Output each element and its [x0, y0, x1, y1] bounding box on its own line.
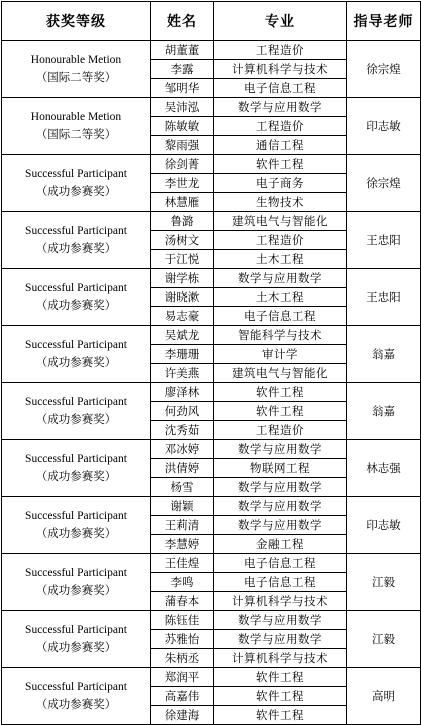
- student-name: 吴沛泓: [151, 98, 214, 117]
- student-name: 苏雅怡: [151, 630, 214, 649]
- student-name: 蒲春本: [151, 592, 214, 611]
- award-level-en: Successful Participant: [25, 567, 127, 579]
- student-major: 软件工程: [214, 155, 347, 174]
- student-major: 软件工程: [214, 668, 347, 687]
- student-major: 计算机科学与技术: [214, 649, 347, 668]
- student-major: 金融工程: [214, 535, 347, 554]
- student-major: 数学与应用数学: [214, 98, 347, 117]
- student-name: 李世龙: [151, 174, 214, 193]
- award-level-cell: [2, 98, 151, 155]
- header-major: 专业: [214, 2, 347, 41]
- award-level-en: Successful Participant: [25, 282, 127, 294]
- award-level-cn: （成功参赛奖）: [35, 471, 117, 483]
- advisor-name: 徐宗煌: [347, 41, 421, 98]
- student-name: 于江悦: [151, 250, 214, 269]
- table-row: [2, 155, 421, 174]
- award-level-en: Honourable Metion: [30, 54, 122, 66]
- student-name: 廖泽林: [151, 383, 214, 402]
- student-major: 工程造价: [214, 117, 347, 136]
- student-name: 沈秀茹: [151, 421, 214, 440]
- student-name: 徐建海: [151, 706, 214, 725]
- award-level-en: Successful Participant: [25, 510, 127, 522]
- award-level-en: Successful Participant: [25, 681, 127, 693]
- student-name: 高嘉伟: [151, 687, 214, 706]
- student-major: 建筑电气与智能化: [214, 364, 347, 383]
- student-name: 邹明华: [151, 79, 214, 98]
- table-row: [2, 668, 421, 687]
- award-level-en: Successful Participant: [25, 396, 127, 408]
- table-row: [2, 41, 421, 60]
- student-name: 徐剑菁: [151, 155, 214, 174]
- student-major: 审计学: [214, 345, 347, 364]
- student-major: 数学与应用数学: [214, 497, 347, 516]
- student-major: 软件工程: [214, 383, 347, 402]
- student-name: 邓冰婷: [151, 440, 214, 459]
- student-name: 洪倩婷: [151, 459, 214, 478]
- advisor-name: 印志敏: [347, 497, 421, 554]
- award-level-cell: [2, 554, 151, 611]
- student-name: 郑润平: [151, 668, 214, 687]
- award-level-cn: （成功参赛奖）: [35, 300, 117, 312]
- award-level-en: Successful Participant: [25, 624, 127, 636]
- student-name: 许美燕: [151, 364, 214, 383]
- award-level-cell: [2, 155, 151, 212]
- advisor-name: 印志敏: [347, 98, 421, 155]
- award-level-cn: （成功参赛奖）: [35, 186, 117, 198]
- student-name: 李珊珊: [151, 345, 214, 364]
- student-name: 鲁潞: [151, 212, 214, 231]
- award-level-cn: （成功参赛奖）: [35, 357, 117, 369]
- award-level-cell: [2, 326, 151, 383]
- student-major: 通信工程: [214, 136, 347, 155]
- student-major: 软件工程: [214, 706, 347, 725]
- student-major: 工程造价: [214, 421, 347, 440]
- header-row: [2, 2, 421, 41]
- student-major: 电子信息工程: [214, 307, 347, 326]
- award-level-cn: （成功参赛奖）: [35, 699, 117, 711]
- table-row: [2, 440, 421, 459]
- student-name: 陈钰佳: [151, 611, 214, 630]
- advisor-name: 翁嘉: [347, 383, 421, 440]
- student-name: 胡董董: [151, 41, 214, 60]
- student-major: 数学与应用数学: [214, 630, 347, 649]
- advisor-name: 高明: [347, 668, 421, 725]
- award-level-cn: （成功参赛奖）: [35, 414, 117, 426]
- student-major: 智能科学与技术: [214, 326, 347, 345]
- student-name: 黎雨强: [151, 136, 214, 155]
- table-row: [2, 554, 421, 573]
- award-level-en: Successful Participant: [25, 168, 127, 180]
- advisor-name: 徐宗煌: [347, 155, 421, 212]
- student-major: 工程造价: [214, 231, 347, 250]
- header-name: 姓名: [151, 2, 214, 41]
- table-row: [2, 383, 421, 402]
- student-major: 数学与应用数学: [214, 440, 347, 459]
- student-major: 数学与应用数学: [214, 516, 347, 535]
- table-row: [2, 98, 421, 117]
- award-level-en: Honourable Metion: [30, 111, 122, 123]
- table-row: [2, 611, 421, 630]
- award-level-cell: [2, 668, 151, 725]
- table-row: [2, 497, 421, 516]
- student-major: 土木工程: [214, 288, 347, 307]
- award-level-cell: [2, 383, 151, 440]
- student-name: 易志豪: [151, 307, 214, 326]
- student-name: 汤树文: [151, 231, 214, 250]
- advisor-name: 翁嘉: [347, 326, 421, 383]
- student-major: 计算机科学与技术: [214, 60, 347, 79]
- award-level-cell: [2, 41, 151, 98]
- header-advisor: 指导老师: [347, 2, 421, 41]
- advisor-name: 王忠阳: [347, 212, 421, 269]
- student-major: 工程造价: [214, 41, 347, 60]
- student-major: 数学与应用数学: [214, 611, 347, 630]
- table-row: [2, 269, 421, 288]
- student-name: 林慧雁: [151, 193, 214, 212]
- student-name: 陈敏敏: [151, 117, 214, 136]
- award-level-cell: [2, 212, 151, 269]
- award-level-cn: （成功参赛奖）: [35, 642, 117, 654]
- student-major: 电子信息工程: [214, 554, 347, 573]
- award-level-en: Successful Participant: [25, 453, 127, 465]
- student-name: 李慧婷: [151, 535, 214, 554]
- award-level-cn: （成功参赛奖）: [35, 243, 117, 255]
- award-level-en: Successful Participant: [25, 225, 127, 237]
- advisor-name: 王忠阳: [347, 269, 421, 326]
- award-level-cell: [2, 611, 151, 668]
- student-name: 谢颖: [151, 497, 214, 516]
- student-major: 软件工程: [214, 687, 347, 706]
- award-level-cn: （国际二等奖）: [35, 129, 117, 141]
- student-name: 吴斌龙: [151, 326, 214, 345]
- student-major: 物联网工程: [214, 459, 347, 478]
- table-row: [2, 326, 421, 345]
- award-level-cell: [2, 440, 151, 497]
- student-name: 杨雪: [151, 478, 214, 497]
- award-level-cell: [2, 269, 151, 326]
- student-major: 电子商务: [214, 174, 347, 193]
- student-name: 李鸣: [151, 573, 214, 592]
- student-major: 电子信息工程: [214, 573, 347, 592]
- table-row: [2, 212, 421, 231]
- advisor-name: 江毅: [347, 611, 421, 668]
- student-major: 生物技术: [214, 193, 347, 212]
- student-name: 王莉清: [151, 516, 214, 535]
- student-major: 电子信息工程: [214, 79, 347, 98]
- award-level-cn: （成功参赛奖）: [35, 585, 117, 597]
- awards-body: [2, 41, 421, 725]
- student-name: 何劲风: [151, 402, 214, 421]
- awards-table: [1, 1, 421, 725]
- advisor-name: 江毅: [347, 554, 421, 611]
- student-name: 王佳煌: [151, 554, 214, 573]
- student-name: 李露: [151, 60, 214, 79]
- student-name: 朱柄丞: [151, 649, 214, 668]
- student-major: 土木工程: [214, 250, 347, 269]
- student-major: 数学与应用数学: [214, 269, 347, 288]
- student-major: 数学与应用数学: [214, 478, 347, 497]
- student-name: 谢晓漱: [151, 288, 214, 307]
- student-major: 计算机科学与技术: [214, 592, 347, 611]
- student-major: 软件工程: [214, 402, 347, 421]
- award-level-en: Successful Participant: [25, 339, 127, 351]
- student-major: 建筑电气与智能化: [214, 212, 347, 231]
- student-name: 谢学栋: [151, 269, 214, 288]
- award-level-cn: （成功参赛奖）: [35, 528, 117, 540]
- advisor-name: 林志强: [347, 440, 421, 497]
- header-level: 获奖等级: [2, 2, 151, 41]
- award-level-cell: [2, 497, 151, 554]
- award-level-cn: （国际二等奖）: [35, 72, 117, 84]
